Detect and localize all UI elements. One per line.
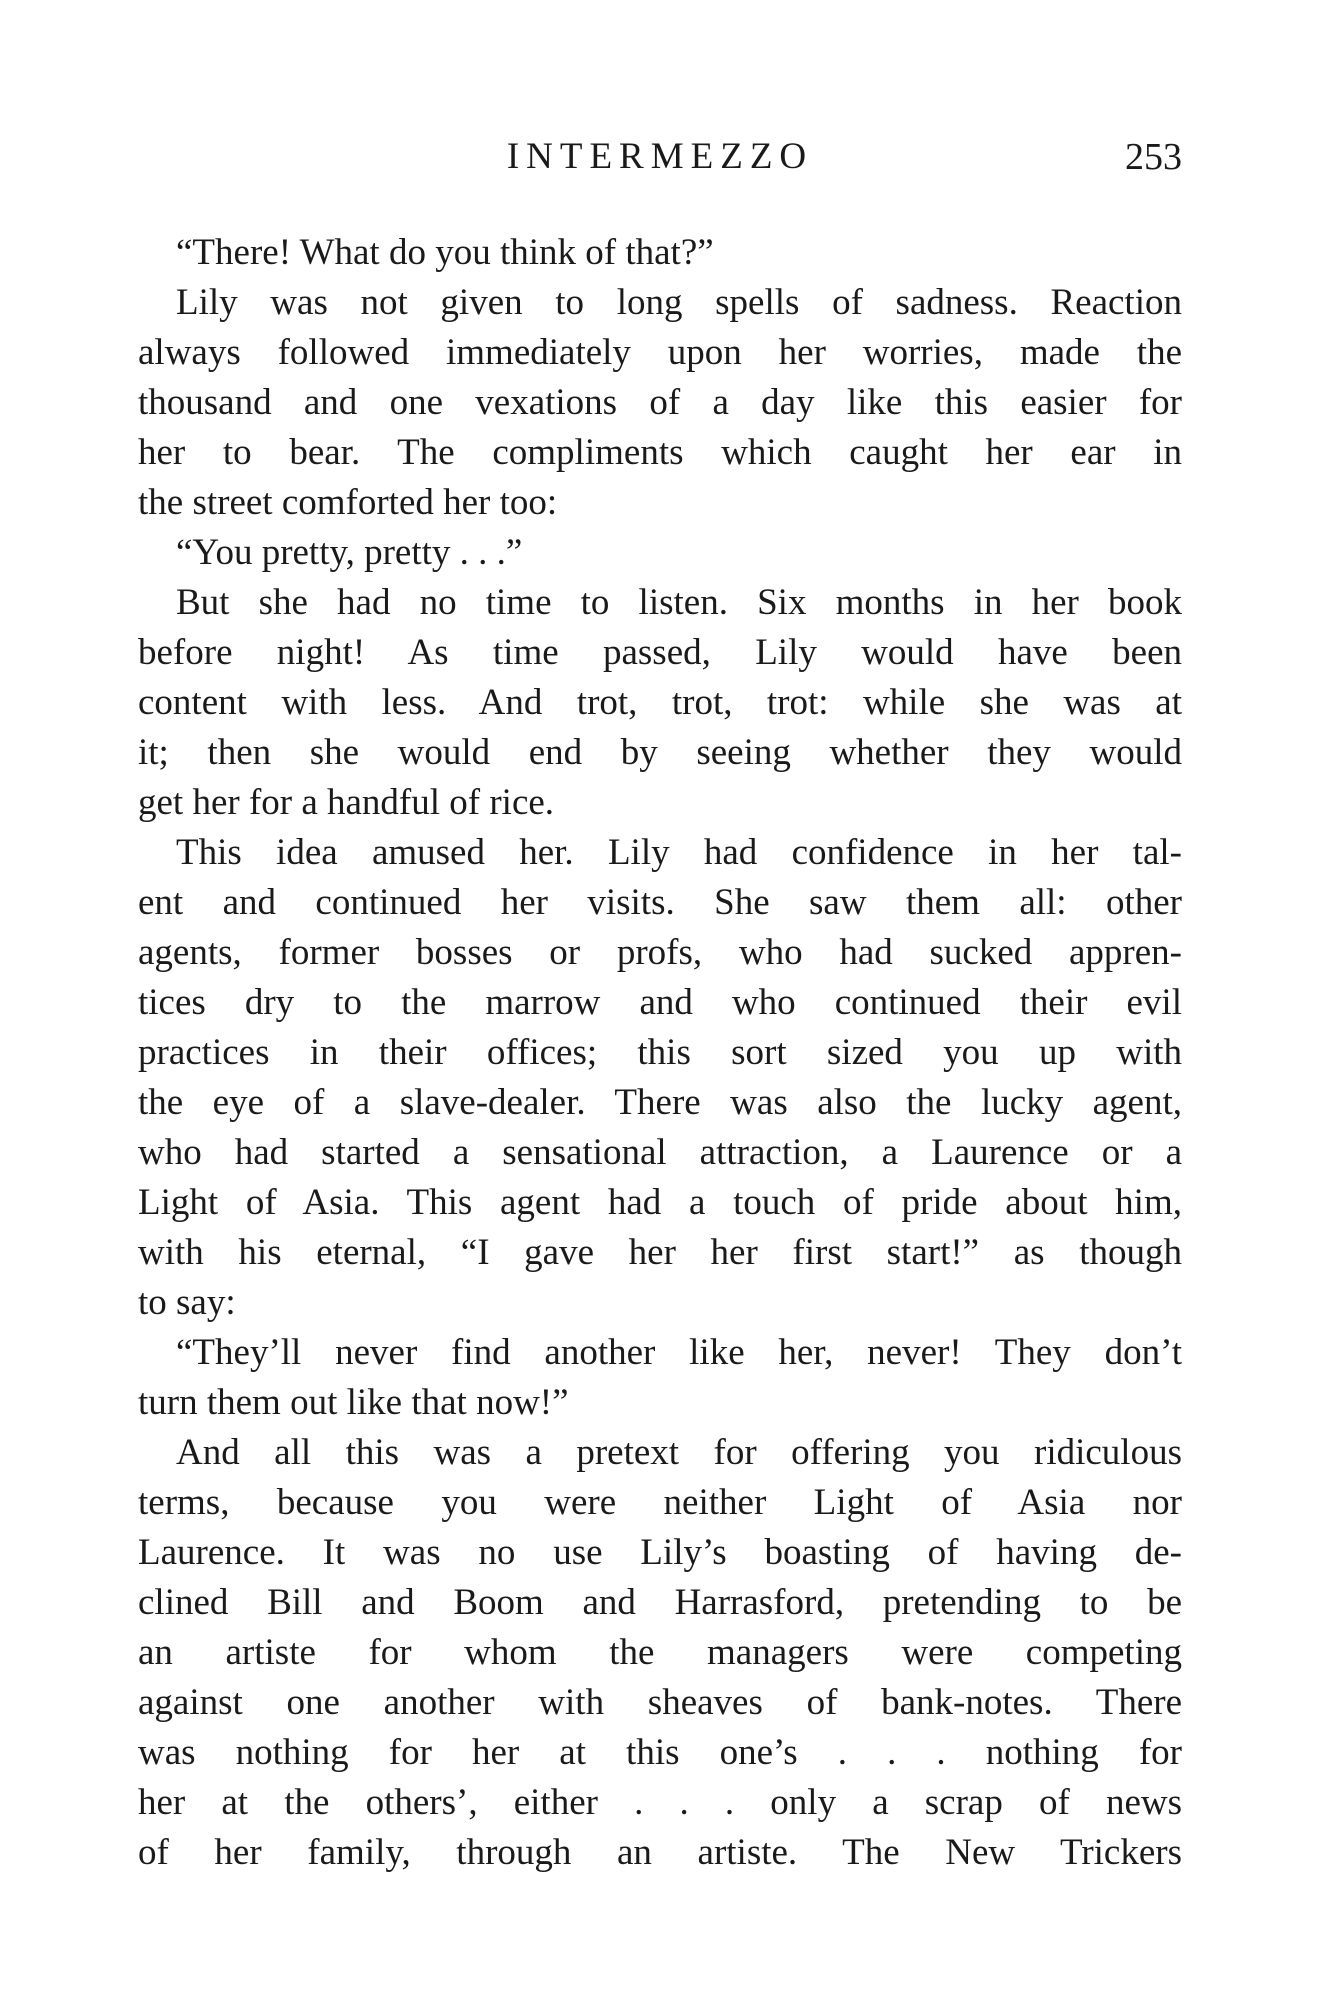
text-line: “There! What do you think of that?” bbox=[176, 232, 714, 273]
text-line: her to bear. The compliments which caught her ear in bbox=[138, 432, 1182, 473]
text-line: the eye of a slave-dealer. There was also the lucky agent, bbox=[138, 1082, 1182, 1123]
text-line: an artiste for whom the managers were competing bbox=[138, 1632, 1182, 1673]
text-line: of her family, through an artiste. The New Trickers bbox=[138, 1832, 1182, 1873]
text-line: it; then she would end by seeing whether they would bbox=[138, 732, 1182, 773]
text-line: agents, former bosses or profs, who had sucked appren- bbox=[138, 932, 1182, 973]
text-line: her at the others’, either . . . only a scrap of news bbox=[138, 1782, 1182, 1823]
text-line: Laurence. It was no use Lily’s boasting of having de- bbox=[138, 1532, 1182, 1573]
text-line: This idea amused her. Lily had confidence in her tal- bbox=[176, 832, 1182, 873]
text-line: “You pretty, pretty . . .” bbox=[176, 532, 523, 573]
page-number: 253 bbox=[1125, 136, 1182, 178]
text-line: Light of Asia. This agent had a touch of pride about him, bbox=[138, 1182, 1182, 1223]
running-title: INTERMEZZO bbox=[506, 136, 814, 177]
text-line: before night! As time passed, Lily would have been bbox=[138, 632, 1182, 673]
text-line: But she had no time to listen. Six months in her book bbox=[176, 582, 1182, 623]
running-head bbox=[138, 132, 1182, 192]
text-line: Lily was not given to long spells of sadness. Reaction bbox=[176, 282, 1182, 323]
body-text bbox=[138, 228, 1182, 1878]
text-line: ent and continued her visits. She saw them all: other bbox=[138, 882, 1182, 923]
text-line: “They’ll never find another like her, never! They don’t bbox=[176, 1332, 1182, 1373]
text-line: tices dry to the marrow and who continued their evil bbox=[138, 982, 1182, 1023]
text-line: against one another with sheaves of bank-notes. There bbox=[138, 1682, 1182, 1723]
text-line: And all this was a pretext for offering you ridiculous bbox=[176, 1432, 1182, 1473]
text-line: with his eternal, “I gave her her first start!” as though bbox=[138, 1232, 1182, 1273]
text-line: the street comforted her too: bbox=[138, 482, 558, 523]
text-line: always followed immediately upon her worries, made the bbox=[138, 332, 1182, 373]
text-line: content with less. And trot, trot, trot: while she was at bbox=[138, 682, 1182, 723]
text-line: turn them out like that now!” bbox=[138, 1382, 569, 1423]
text-line: who had started a sensational attraction, a Laurence or a bbox=[138, 1132, 1182, 1173]
text-line: clined Bill and Boom and Harrasford, pretending to be bbox=[138, 1582, 1182, 1623]
text-line: was nothing for her at this one’s . . . nothing for bbox=[138, 1732, 1182, 1773]
text-line: terms, because you were neither Light of Asia nor bbox=[138, 1482, 1182, 1523]
text-line: practices in their offices; this sort sized you up with bbox=[138, 1032, 1182, 1073]
text-line: get her for a handful of rice. bbox=[138, 782, 555, 823]
text-line: to say: bbox=[138, 1282, 236, 1323]
text-line: thousand and one vexations of a day like this easier for bbox=[138, 382, 1182, 423]
